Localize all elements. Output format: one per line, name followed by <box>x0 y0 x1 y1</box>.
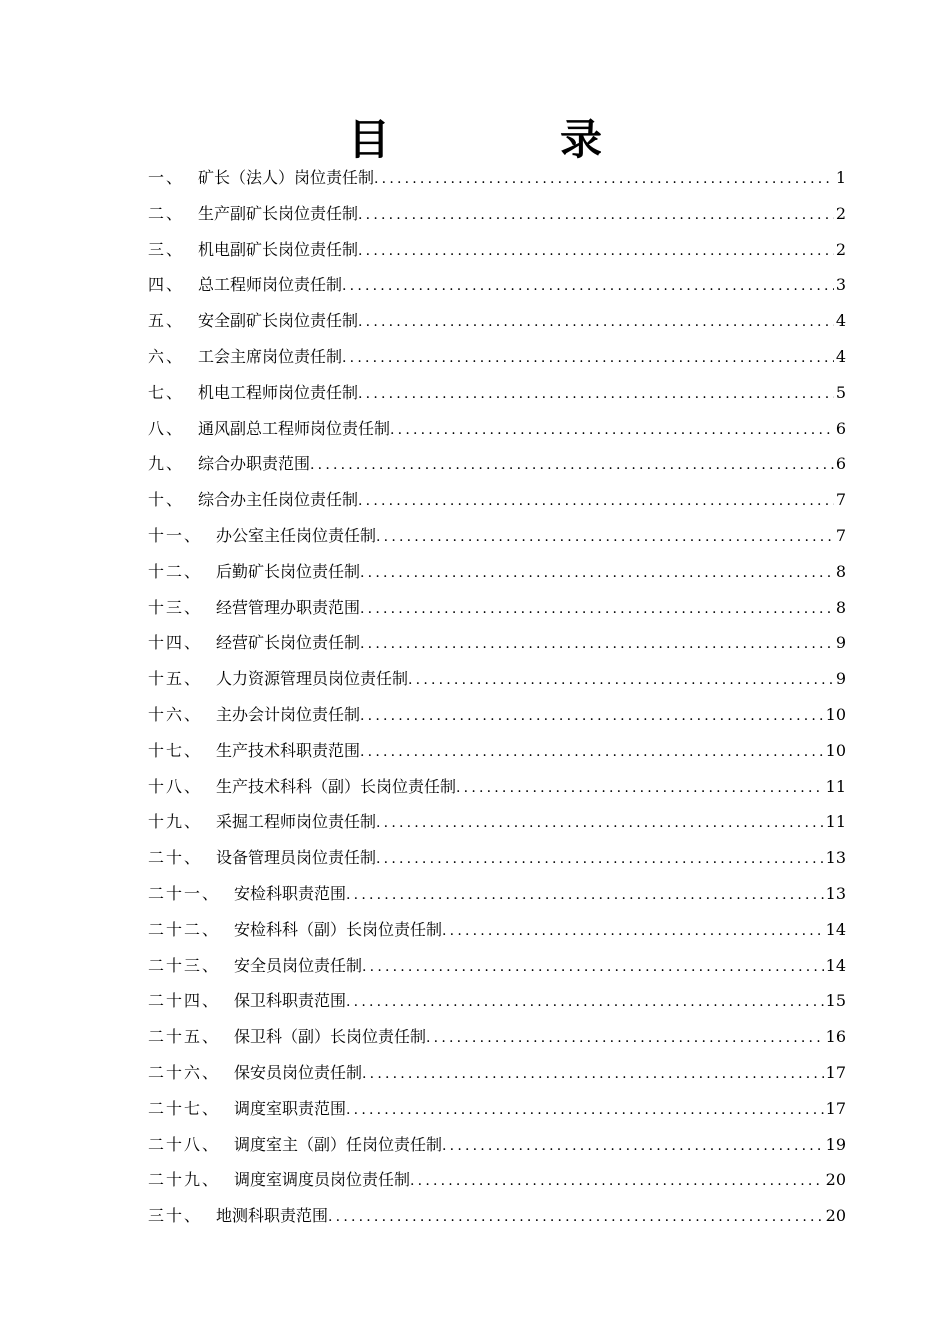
toc-entry-number: 十三、 <box>148 597 203 617</box>
toc-entry[interactable] <box>148 303 846 339</box>
toc-entry-title: 经营管理办职责范围 <box>216 597 361 617</box>
toc-entry-title: 矿长（法人）岗位责任制 <box>198 168 375 187</box>
toc-leader-dots <box>360 592 834 626</box>
toc-entry[interactable] <box>148 518 846 554</box>
toc-entry[interactable] <box>148 160 846 196</box>
toc-leader-dots <box>346 878 824 912</box>
toc-entry-number: 三十、 <box>148 1206 203 1226</box>
toc-leader-dots <box>358 198 834 232</box>
toc-entry-title: 综合办职责范围 <box>198 454 311 474</box>
toc-entry[interactable] <box>148 912 846 948</box>
toc-leader-dots <box>362 1057 824 1091</box>
toc-entry-page-number: 11 <box>825 812 846 832</box>
toc-entry[interactable] <box>148 232 846 268</box>
toc-entry-number: 二十二、 <box>148 919 221 939</box>
toc-entry-number: 二十、 <box>148 848 203 868</box>
toc-entry-number: 二十九、 <box>148 1170 221 1190</box>
toc-entry-number: 二十一、 <box>148 883 221 903</box>
toc-entry-page-number: 10 <box>825 704 846 724</box>
toc-entry-page-number: 4 <box>835 346 846 366</box>
toc-entry-number: 十、 <box>148 490 185 510</box>
toc-entry-number: 二十四、 <box>148 991 221 1011</box>
toc-entry[interactable] <box>148 375 846 411</box>
toc-entry-number: 三、 <box>148 239 185 259</box>
toc-entry[interactable] <box>148 1162 846 1198</box>
toc-entry[interactable] <box>148 804 846 840</box>
toc-entry-title: 通风副总工程师岗位责任制 <box>198 418 391 438</box>
toc-entry-number: 二十六、 <box>148 1062 221 1082</box>
toc-entry[interactable] <box>148 196 846 232</box>
toc-entry-page-number: 17 <box>825 1098 846 1118</box>
toc-leader-dots <box>360 699 824 733</box>
toc-leader-dots <box>360 627 834 661</box>
toc-entry-title: 保卫科（副）长岗位责任制 <box>234 1027 427 1047</box>
toc-entry-number: 一、 <box>148 168 185 187</box>
toc-entry-page-number: 10 <box>825 740 846 760</box>
toc-entry-number: 二十三、 <box>148 955 221 975</box>
toc-entry-title: 保安员岗位责任制 <box>234 1062 363 1082</box>
toc-leader-dots <box>310 448 834 482</box>
toc-entry[interactable] <box>148 482 846 518</box>
toc-entry-title: 调度室调度员岗位责任制 <box>234 1170 411 1190</box>
toc-entry-title: 保卫科职责范围 <box>234 991 347 1011</box>
toc-entry-page-number: 16 <box>825 1027 846 1047</box>
toc-entry-page-number: 7 <box>835 525 846 545</box>
toc-leader-dots <box>346 985 824 1019</box>
toc-entry[interactable] <box>148 1198 846 1234</box>
toc-entry-title: 安检科职责范围 <box>234 883 347 903</box>
toc-entry-page-number: 20 <box>825 1206 846 1226</box>
toc-entry-title: 总工程师岗位责任制 <box>198 275 343 295</box>
toc-entry-title: 机电工程师岗位责任制 <box>198 382 359 402</box>
toc-leader-dots <box>360 556 834 590</box>
toc-leader-dots <box>456 771 824 805</box>
toc-entry-title: 办公室主任岗位责任制 <box>216 525 377 545</box>
toc-entry[interactable] <box>148 590 846 626</box>
toc-entry-number: 八、 <box>148 418 185 438</box>
toc-leader-dots <box>374 162 834 196</box>
toc-entry[interactable] <box>148 697 846 733</box>
toc-entry-title: 机电副矿长岗位责任制 <box>198 239 359 259</box>
toc-leader-dots <box>426 1021 824 1055</box>
toc-entry-number: 十七、 <box>148 740 203 760</box>
toc-entry-title: 安检科科（副）长岗位责任制 <box>234 919 443 939</box>
toc-entry-title: 地测科职责范围 <box>216 1206 329 1226</box>
toc-entry-page-number: 2 <box>835 203 846 223</box>
toc-entry-page-number: 9 <box>835 633 846 653</box>
toc-leader-dots <box>362 950 824 984</box>
toc-entry[interactable] <box>148 446 846 482</box>
toc-entry-number: 十六、 <box>148 704 203 724</box>
toc-leader-dots <box>358 305 834 339</box>
toc-entry-page-number: 1 <box>835 168 846 187</box>
toc-entry[interactable] <box>148 1019 846 1055</box>
toc-entry-title: 后勤矿长岗位责任制 <box>216 561 361 581</box>
toc-entry[interactable] <box>148 876 846 912</box>
toc-leader-dots <box>376 842 824 876</box>
toc-leader-dots <box>342 269 834 303</box>
toc-entry-number: 二十七、 <box>148 1098 221 1118</box>
toc-leader-dots <box>442 914 824 948</box>
toc-leader-dots <box>360 735 824 769</box>
toc-leader-dots <box>408 663 834 697</box>
toc-entry-title: 主办会计岗位责任制 <box>216 704 361 724</box>
toc-entry-title: 生产技术科科（副）长岗位责任制 <box>216 776 457 796</box>
toc-entry-number: 二十五、 <box>148 1027 221 1047</box>
toc-entry-page-number: 14 <box>825 955 846 975</box>
toc-entry[interactable] <box>148 625 846 661</box>
toc-entry-number: 十四、 <box>148 633 203 653</box>
toc-entry[interactable] <box>148 1055 846 1091</box>
toc-entry-page-number: 13 <box>825 883 846 903</box>
toc-entry-page-number: 4 <box>835 311 846 331</box>
toc-entry-title: 设备管理员岗位责任制 <box>216 848 377 868</box>
toc-entry-number: 七、 <box>148 382 185 402</box>
toc-entry-title: 采掘工程师岗位责任制 <box>216 812 377 832</box>
toc-entry-title: 综合办主任岗位责任制 <box>198 490 359 510</box>
toc-entry-page-number: 3 <box>835 275 846 295</box>
toc-entry[interactable] <box>148 554 846 590</box>
toc-leader-dots <box>410 1164 824 1198</box>
toc-entry[interactable] <box>148 733 846 769</box>
toc-entry-title: 生产技术科职责范围 <box>216 740 361 760</box>
toc-entry[interactable] <box>148 411 846 447</box>
toc-entry-number: 十二、 <box>148 561 203 581</box>
toc-leader-dots <box>376 806 824 840</box>
toc-entry-number: 十一、 <box>148 525 203 545</box>
toc-leader-dots <box>358 234 834 268</box>
toc-entry-page-number: 6 <box>835 418 846 438</box>
toc-entry-title: 安全副矿长岗位责任制 <box>198 311 359 331</box>
toc-entry-title: 生产副矿长岗位责任制 <box>198 203 359 223</box>
toc-leader-dots <box>328 1200 824 1234</box>
toc-leader-dots <box>358 484 834 518</box>
toc-leader-dots <box>390 413 834 447</box>
toc-entry-page-number: 11 <box>825 776 846 796</box>
toc-entry-number: 九、 <box>148 454 185 474</box>
toc-entry[interactable] <box>148 1091 846 1127</box>
toc-entry[interactable] <box>148 840 846 876</box>
toc-entry-title: 经营矿长岗位责任制 <box>216 633 361 653</box>
toc-entry-page-number: 15 <box>825 991 846 1011</box>
toc-entry-number: 二、 <box>148 203 185 223</box>
toc-entry-number: 二十八、 <box>148 1134 221 1154</box>
toc-entry-title: 安全员岗位责任制 <box>234 955 363 975</box>
toc-entry-page-number: 7 <box>835 490 846 510</box>
toc-entry[interactable] <box>148 1127 846 1163</box>
toc-entry-page-number: 8 <box>835 561 846 581</box>
toc-entry-number: 十九、 <box>148 812 203 832</box>
toc-entry-number: 五、 <box>148 311 185 331</box>
toc-entry-page-number: 19 <box>825 1134 846 1154</box>
toc-leader-dots <box>376 520 834 554</box>
toc-entry[interactable] <box>148 661 846 697</box>
toc-entry-title: 调度室主（副）任岗位责任制 <box>234 1134 443 1154</box>
toc-entry-title: 工会主席岗位责任制 <box>198 346 343 366</box>
toc-entry-page-number: 17 <box>825 1062 846 1082</box>
toc-entry-number: 六、 <box>148 346 185 366</box>
toc-leader-dots <box>442 1129 824 1163</box>
toc-entry[interactable] <box>148 339 846 375</box>
toc-leader-dots <box>346 1093 824 1127</box>
toc-entry[interactable] <box>148 948 846 984</box>
table-of-contents <box>148 160 846 1234</box>
toc-entry-page-number: 14 <box>825 919 846 939</box>
toc-entry-page-number: 6 <box>835 454 846 474</box>
toc-entry-page-number: 9 <box>835 669 846 689</box>
toc-entry-page-number: 20 <box>825 1170 846 1190</box>
page-title: 目 录 <box>347 115 666 164</box>
toc-entry-page-number: 5 <box>835 382 846 402</box>
toc-entry-title: 人力资源管理员岗位责任制 <box>216 669 409 689</box>
toc-leader-dots <box>342 341 834 375</box>
toc-entry-number: 四、 <box>148 275 185 295</box>
toc-entry[interactable] <box>148 983 846 1019</box>
toc-entry[interactable] <box>148 769 846 805</box>
toc-entry[interactable] <box>148 267 846 303</box>
toc-entry-page-number: 8 <box>835 597 846 617</box>
toc-entry-page-number: 2 <box>835 239 846 259</box>
toc-leader-dots <box>358 377 834 411</box>
toc-entry-page-number: 13 <box>825 848 846 868</box>
toc-entry-number: 十八、 <box>148 776 203 796</box>
toc-entry-number: 十五、 <box>148 669 203 689</box>
toc-entry-title: 调度室职责范围 <box>234 1098 347 1118</box>
